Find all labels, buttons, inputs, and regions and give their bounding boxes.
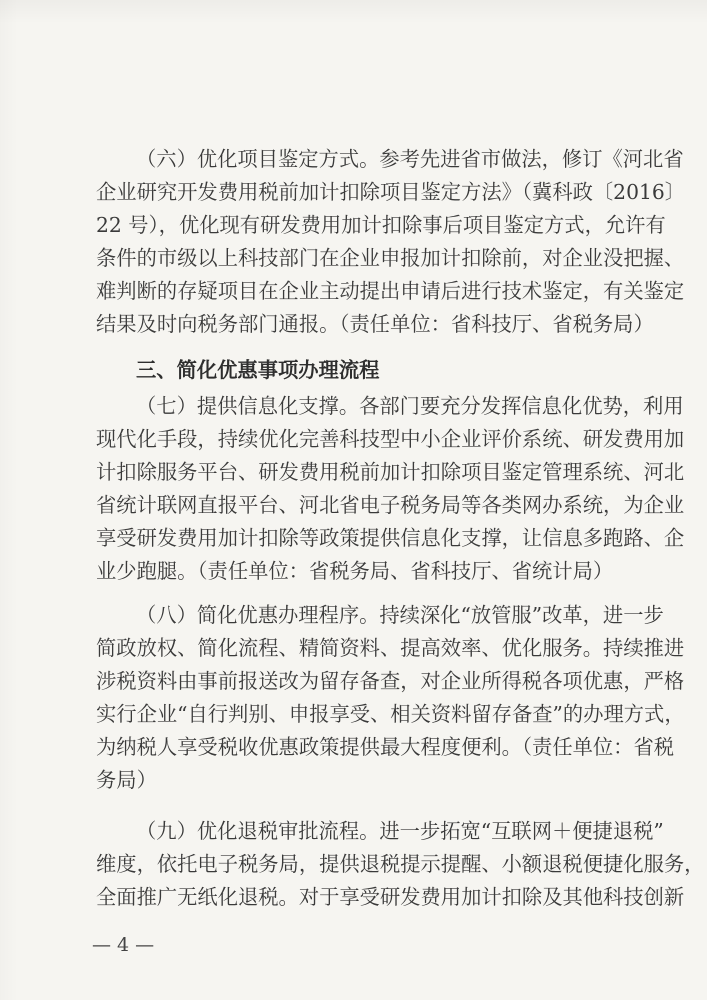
paragraph-6-line-2: 企业研究开发费用税前加计扣除项目鉴定方法》（冀科政〔2016〕 bbox=[96, 180, 686, 204]
paragraph-8-line-4: 实行企业“自行判别、申报享受、相关资料留存备查”的办理方式， bbox=[96, 702, 685, 726]
paragraph-9-line-1: （九）优化退税审批流程。进一步拓宽“互联网＋便捷退税” bbox=[136, 819, 664, 843]
paragraph-7-line-1: （七）提供信息化支撑。各部门要充分发挥信息化优势，利用 bbox=[136, 394, 684, 418]
paragraph-7-line-3: 计扣除服务平台、研发费用税前加计扣除项目鉴定管理系统、河北 bbox=[96, 460, 685, 484]
paragraph-7-line-5: 享受研发费用加计扣除等政策提供信息化支撑，让信息多跑路、企 bbox=[96, 526, 685, 550]
paragraph-8-line-5: 为纳税人享受税收优惠政策提供最大程度便利。（责任单位：省税 bbox=[96, 735, 675, 759]
paragraph-8-line-2: 简政放权、简化流程、精简资料、提高效率、优化服务。持续推进 bbox=[96, 636, 685, 660]
paragraph-6-line-6: 结果及时向税务部门通报。（责任单位：省科技厅、省税务局） bbox=[96, 312, 654, 336]
paragraph-7-line-6: 业少跑腿。（责任单位：省税务局、省科技厅、省统计局） bbox=[96, 559, 614, 583]
paragraph-7-line-2: 现代化手段，持续优化完善科技型中小企业评价系统、研发费用加 bbox=[96, 427, 685, 451]
section-3-heading: 三、简化优惠事项办理流程 bbox=[136, 358, 380, 382]
paragraph-6-line-5: 难判断的存疑项目在企业主动提出申请后进行技术鉴定，有关鉴定 bbox=[96, 279, 685, 303]
paragraph-9-line-3: 全面推广无纸化退税。对于享受研发费用加计扣除及其他科技创新 bbox=[96, 885, 685, 909]
paragraph-7-line-4: 省统计联网直报平台、河北省电子税务局等各类网办系统，为企业 bbox=[96, 493, 685, 517]
paragraph-8-line-3: 涉税资料由事前报送改为留存备查，对企业所得税各项优惠，严格 bbox=[96, 669, 685, 693]
paragraph-6-line-1: （六）优化项目鉴定方式。参考先进省市做法，修订《河北省 bbox=[136, 147, 684, 171]
paragraph-9-line-2: 维度，依托电子税务局，提供退税提示提醒、小额退税便捷化服务， bbox=[96, 852, 705, 876]
paragraph-6-line-4: 条件的市级以上科技部门在企业申报加计扣除前，对企业没把握、 bbox=[96, 246, 685, 270]
paragraph-8-line-6: 务局） bbox=[96, 768, 157, 792]
page-number: — 4 — bbox=[92, 934, 155, 956]
paragraph-6-line-3: 22 号），优化现有研发费用加计扣除事后项目鉴定方式，允许有 bbox=[96, 213, 666, 237]
paragraph-8-line-1: （八）简化优惠办理程序。持续深化“放管服”改革，进一步 bbox=[136, 603, 664, 627]
